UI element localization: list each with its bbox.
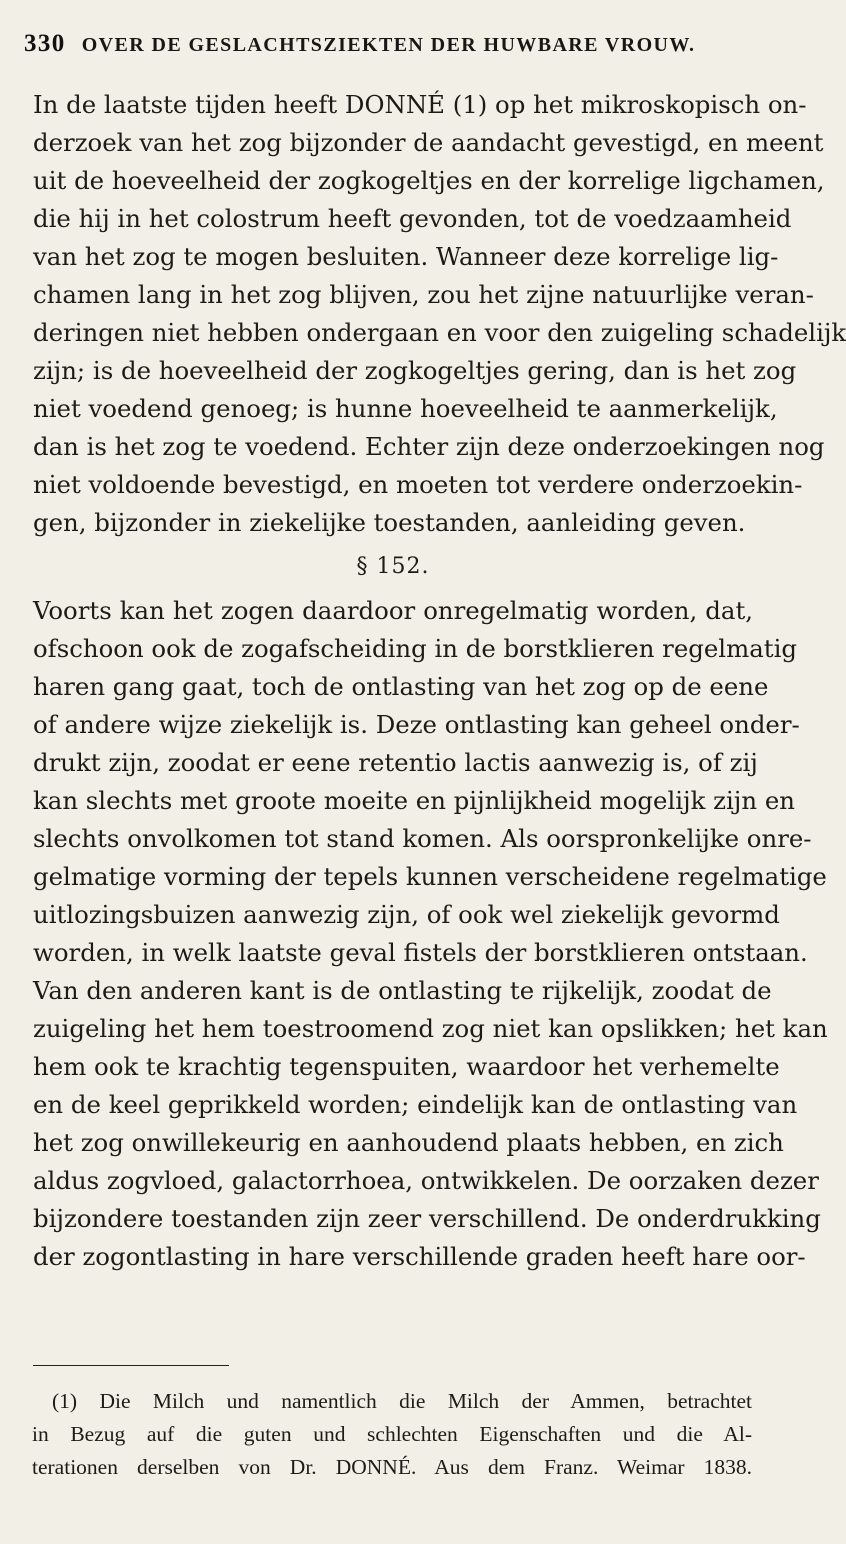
text-line: dan is het zog te voedend. Echter zijn deze onderzoekingen nog bbox=[33, 432, 825, 461]
paragraph-1 bbox=[33, 86, 846, 542]
text-line: slechts onvolkomen tot stand komen. Als oorspronkelijke onre- bbox=[33, 824, 812, 853]
footnote bbox=[32, 1385, 752, 1484]
text-line: Voorts kan het zogen daardoor onregelmatig worden, dat, bbox=[33, 596, 753, 625]
text-line: zijn; is de hoeveelheid der zogkogeltjes gering, dan is het zog bbox=[33, 356, 797, 385]
text-line: niet voedend genoeg; is hunne hoeveelheid te aanmerkelijk, bbox=[33, 394, 778, 423]
text-line: hem ook te krachtig tegenspuiten, waardoor het verhemelte bbox=[33, 1052, 780, 1081]
text-line: deringen niet hebben ondergaan en voor den zuigeling schadelijk bbox=[33, 318, 846, 347]
text-line: bijzondere toestanden zijn zeer verschillend. De onderdrukking bbox=[33, 1204, 821, 1233]
text-line: drukt zijn, zoodat er eene retentio lactis aanwezig is, of zij bbox=[33, 748, 758, 777]
text-line: het zog onwillekeurig en aanhoudend plaats hebben, en zich bbox=[33, 1128, 784, 1157]
body-text bbox=[33, 86, 846, 1276]
text-line: of andere wijze ziekelijk is. Deze ontlasting kan geheel onder- bbox=[33, 710, 800, 739]
text-line: zuigeling het hem toestroomend zog niet kan opslikken; het kan bbox=[33, 1014, 828, 1043]
text-line: haren gang gaat, toch de ontlasting van het zog op de eene bbox=[33, 672, 769, 701]
page-number: 330 bbox=[24, 30, 66, 57]
text-line: niet voldoende bevestigd, en moeten tot verdere onderzoekin- bbox=[33, 470, 803, 499]
text-line: die hij in het colostrum heeft gevonden, tot de voedzaamheid bbox=[33, 204, 792, 233]
text-line: en de keel geprikkeld worden; eindelijk kan de ontlasting van bbox=[33, 1090, 798, 1119]
text-line: kan slechts met groote moeite en pijnlijkheid mogelijk zijn en bbox=[33, 786, 795, 815]
text-line: In de laatste tijden heeft DONNÉ (1) op het mikroskopisch on- bbox=[33, 90, 807, 119]
running-title: OVER DE GESLACHTSZIEKTEN DER HUWBARE VROUW. bbox=[81, 34, 696, 56]
footnote-line: (1) Die Milch und namentlich die Milch der Ammen, betrachtet bbox=[52, 1389, 752, 1413]
text-line: aldus zogvloed, galactorrhoea, ontwikkelen. De oorzaken dezer bbox=[33, 1166, 819, 1195]
text-line: uitlozingsbuizen aanwezig zijn, of ook wel ziekelijk gevormd bbox=[33, 900, 780, 929]
text-line: uit de hoeveelheid der zogkogeltjes en der korrelige ligchamen, bbox=[33, 166, 825, 195]
text-line: Van den anderen kant is de ontlasting te rijkelijk, zoodat de bbox=[33, 976, 772, 1005]
text-line: chamen lang in het zog blijven, zou het zijne natuurlijke veran- bbox=[33, 280, 814, 309]
text-line: worden, in welk laatste geval fistels der borstklieren ontstaan. bbox=[33, 938, 808, 967]
text-line: gelmatige vorming der tepels kunnen verscheidene regelmatige bbox=[33, 862, 827, 891]
text-line: der zogontlasting in hare verschillende graden heeft hare oor- bbox=[33, 1242, 806, 1271]
footnote-divider bbox=[33, 1365, 229, 1366]
text-line: van het zog te mogen besluiten. Wanneer deze korrelige lig- bbox=[33, 242, 779, 271]
section-heading: § 152. bbox=[356, 554, 430, 579]
page-header bbox=[24, 30, 744, 64]
text-line: ofschoon ook de zogafscheiding in de borstklieren regelmatig bbox=[33, 634, 797, 663]
text-line: gen, bijzonder in ziekelijke toestanden, aanleiding geven. bbox=[33, 508, 746, 537]
footnote-line: terationen derselben von Dr. DONNÉ. Aus dem Franz. Weimar 1838. bbox=[32, 1455, 752, 1479]
footnote-line: in Bezug auf die guten und schlechten Eigenschaften und die Al- bbox=[32, 1422, 752, 1446]
text-line: derzoek van het zog bijzonder de aandacht gevestigd, en meent bbox=[33, 128, 824, 157]
paragraph-2 bbox=[33, 592, 828, 1276]
